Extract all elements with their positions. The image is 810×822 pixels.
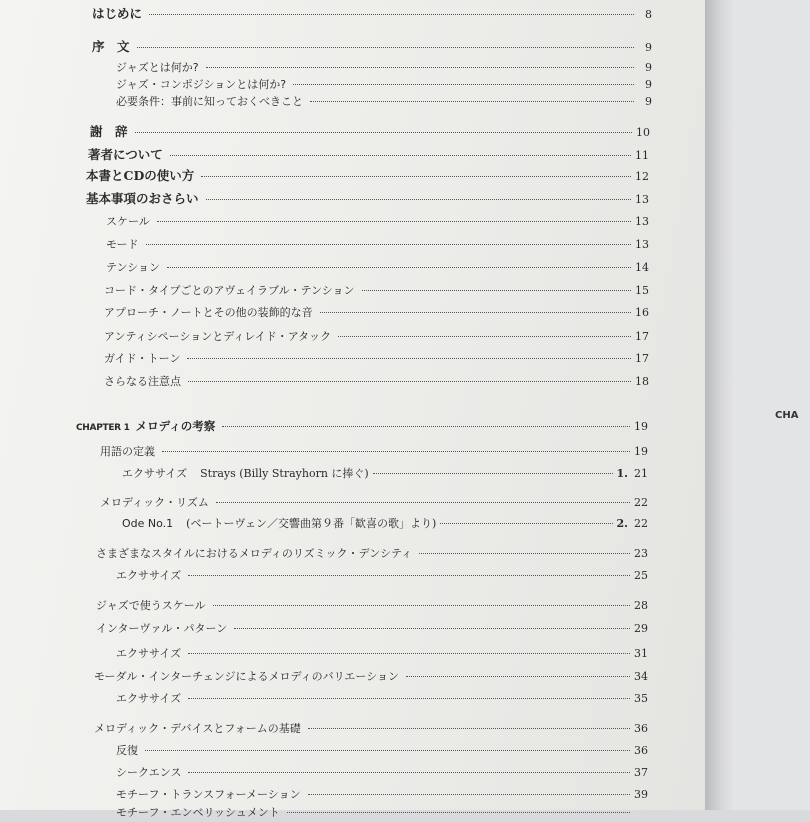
toc-entry-title: 著者について [88, 147, 163, 162]
dot-leader [308, 728, 630, 729]
page-number: 13 [635, 215, 649, 228]
toc-entry-title: コード・タイプごとのアヴェイラブル・テンション [104, 284, 355, 297]
toc-entry [96, 545, 648, 563]
page-number: 15 [635, 284, 649, 297]
page-number: 12 [635, 170, 649, 183]
page-number: 11 [635, 149, 649, 162]
toc-entry [94, 668, 648, 686]
toc-entry-title: アプローチ・ノートとその他の装飾的な音 [104, 306, 313, 319]
dot-leader [188, 698, 630, 699]
dot-leader [188, 772, 630, 773]
toc-entry-title: エクササイズ [116, 692, 182, 705]
toc-entry [100, 494, 648, 512]
facing-page-chapter-label: CHA [775, 410, 799, 421]
toc-entry-title: モチーフ・エンベリッシュメント [116, 806, 280, 819]
dot-leader [188, 653, 630, 654]
toc-entry [116, 690, 648, 708]
chapter-number: CHAPTER 1 [76, 423, 130, 433]
toc-entry-title: エクササイズ [116, 569, 182, 582]
toc-entry [116, 59, 652, 77]
toc-entry [90, 122, 650, 140]
toc-entry-title: テンション [106, 261, 160, 274]
page-number: 17 [635, 330, 649, 343]
page-number: 13 [635, 238, 649, 251]
toc-entry [104, 304, 649, 322]
page-number: 22 [634, 496, 648, 509]
page-number: 37 [634, 766, 648, 779]
toc-entry-title: 序 文 [92, 39, 130, 54]
toc-entry-title: モード [106, 238, 139, 251]
toc-entry-title: 用語の定義 [100, 445, 155, 458]
dot-leader [162, 451, 630, 452]
page-number: 8 [645, 8, 652, 21]
toc-entry [86, 166, 649, 184]
dot-leader [310, 101, 634, 102]
page-number: 36 [634, 722, 648, 735]
page-number: 29 [634, 622, 648, 635]
toc-entry-title: エクササイズ [122, 467, 188, 480]
toc-entry [96, 597, 648, 615]
toc-entry [116, 804, 648, 822]
page-number: 23 [634, 547, 648, 560]
toc-entry-title: 本書とCDの使い方 [86, 168, 195, 183]
page-number: 16 [635, 306, 649, 319]
page-number: 19 [634, 420, 648, 433]
toc-entry [116, 567, 648, 585]
toc-entry-title: インターヴァル・パターン [96, 622, 228, 635]
toc-entry [116, 93, 652, 111]
toc-entry [116, 76, 652, 94]
toc-entry-title: メロディック・デバイスとフォームの基礎 [94, 722, 301, 735]
page-number: 10 [636, 126, 650, 139]
dot-leader [145, 750, 630, 751]
dot-leader [234, 628, 630, 629]
toc-entry [122, 465, 648, 483]
page-number: 34 [634, 670, 648, 683]
dot-leader [216, 502, 630, 503]
page-number: 21 [634, 467, 648, 480]
toc-entry-subtitle: Strays (Billy Strayhorn に捧ぐ) [200, 467, 369, 480]
dot-leader [187, 358, 631, 359]
dot-leader [338, 336, 631, 337]
dot-leader [206, 199, 631, 200]
toc-entry [104, 350, 649, 368]
toc-entry-title: 基本事項のおさらい [86, 191, 199, 206]
dot-leader [308, 794, 630, 795]
toc-entry-title: さらなる注意点 [104, 375, 181, 388]
page-number: 36 [634, 744, 648, 757]
toc-entry-title: モーダル・インターチェンジによるメロディのバリエーション [94, 670, 399, 683]
toc-entry-title: Ode No.1 [122, 517, 174, 530]
toc-entry-title: はじめに [92, 6, 143, 21]
toc-entry [116, 645, 648, 663]
toc-entry-title: ジャズ・コンポジションとは何か? [116, 78, 287, 91]
page-number: 28 [634, 599, 648, 612]
dot-leader [149, 14, 634, 15]
toc-entry [104, 328, 649, 346]
toc-entry [88, 145, 649, 163]
dot-leader [146, 244, 631, 245]
dot-leader [201, 176, 631, 177]
dot-leader [222, 426, 630, 427]
toc-entry [116, 786, 648, 804]
toc-entry-title: メロディの考察 [135, 419, 216, 433]
toc-entry-subtitle: (ベートーヴェン／交響曲第９番「歓喜の歌」より) [186, 517, 437, 530]
dot-leader [188, 575, 630, 576]
dot-leader [287, 812, 630, 813]
toc-entry [106, 236, 649, 254]
page-number: 18 [635, 375, 649, 388]
toc-entry [106, 259, 649, 277]
toc-entry [122, 515, 648, 533]
facing-page [733, 0, 810, 810]
toc-chapter-entry [76, 418, 648, 436]
page-number: 31 [634, 647, 648, 660]
dot-leader [419, 553, 630, 554]
toc-entry-title: 謝 辞 [90, 124, 128, 139]
toc-entry-title: ジャズとは何か? [116, 61, 199, 74]
exercise-number: 2. [616, 517, 628, 530]
toc-entry-title: メロディック・リズム [100, 496, 209, 509]
page-number: 9 [645, 61, 652, 74]
toc-entry-title: アンティシペーションとディレイド・アタック [104, 330, 332, 343]
toc-entry [116, 742, 648, 760]
page-number: 17 [635, 352, 649, 365]
toc-entry [86, 189, 649, 207]
dot-leader [362, 290, 631, 291]
toc-entry [116, 764, 648, 782]
dot-leader [170, 155, 631, 156]
toc-entry-title: エクササイズ [116, 647, 182, 660]
dot-leader [213, 605, 630, 606]
dot-leader [373, 473, 613, 474]
toc-entry [104, 282, 649, 300]
page-number: 35 [634, 692, 648, 705]
toc-entry-title: 反復 [116, 744, 138, 757]
toc-entry-title: ジャズで使うスケール [96, 599, 206, 612]
toc-entry [92, 4, 652, 22]
dot-leader [135, 132, 632, 133]
dot-leader [293, 84, 634, 85]
dot-leader [406, 676, 630, 677]
page-number: 25 [634, 569, 648, 582]
page-number: 9 [645, 78, 652, 91]
dot-leader [137, 47, 634, 48]
page-number: 39 [634, 788, 648, 801]
page-number: 19 [634, 445, 648, 458]
toc-entry [100, 443, 648, 461]
toc-entry-title: モチーフ・トランスフォーメーション [116, 788, 301, 801]
toc-entry-title: シークエンス [116, 766, 182, 779]
dot-leader [167, 267, 631, 268]
dot-leader [320, 312, 631, 313]
dot-leader [206, 67, 634, 68]
page-number: 22 [634, 517, 648, 530]
page-number: 9 [645, 95, 652, 108]
toc-entry-title: さまざまなスタイルにおけるメロディのリズミック・デンシティ [96, 547, 413, 560]
exercise-number: 1. [616, 467, 628, 480]
page-number: 13 [635, 193, 649, 206]
dot-leader [188, 381, 631, 382]
dot-leader [157, 221, 631, 222]
toc-entry-title: ガイド・トーン [104, 352, 181, 365]
toc-entry [92, 37, 652, 55]
toc-entry [96, 620, 648, 638]
page-number: 14 [635, 261, 649, 274]
toc-entry-title: スケール [106, 215, 150, 228]
toc-entry [106, 213, 649, 231]
toc-entry [94, 720, 648, 738]
book-gutter [705, 0, 733, 810]
toc-entry [104, 373, 649, 391]
page-number: 9 [645, 41, 652, 54]
toc-entry-title: 必要条件：事前に知っておくべきこと [116, 95, 303, 108]
dot-leader [440, 523, 612, 524]
